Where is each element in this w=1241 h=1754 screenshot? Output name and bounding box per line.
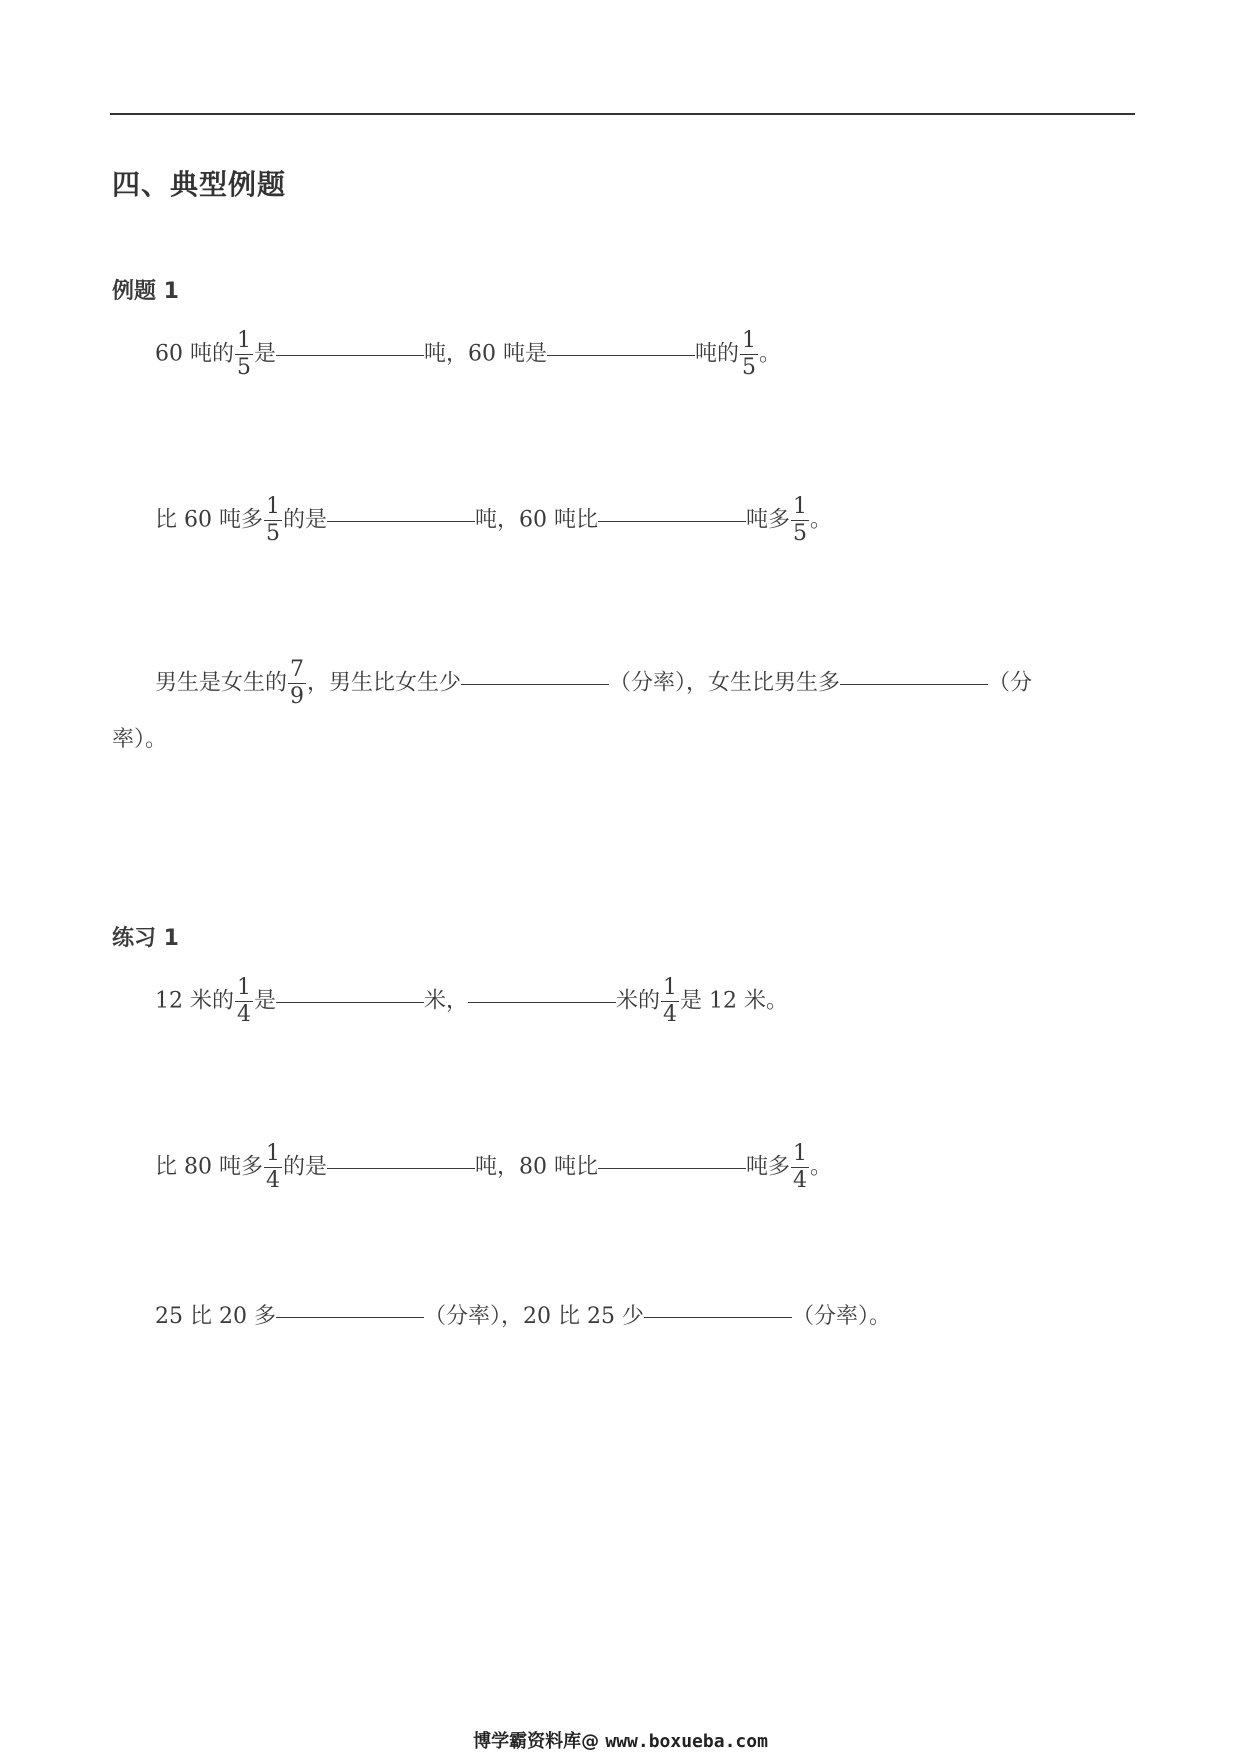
answer-blank[interactable] xyxy=(598,520,746,522)
example-heading: 例题 1 xyxy=(112,279,179,304)
fraction: $\frac{1}{4}$ xyxy=(663,975,678,1027)
answer-blank[interactable] xyxy=(276,1316,424,1318)
fraction: $\frac{1}{5}$ xyxy=(742,328,757,380)
practice-question-2: 比 80 吨多 $\frac{1}{4}$ 的是 吨，80 吨比 吨多 $\frac{1}{4}$ 。 xyxy=(155,1141,833,1193)
fraction: $\frac{7}{9}$ xyxy=(290,657,305,709)
practice-question-3: 25 比 20 多 （分率），20 比 25 少 （分率）。 xyxy=(155,1304,891,1329)
answer-blank[interactable] xyxy=(468,1001,616,1003)
section-title: 四、典型例题 xyxy=(112,168,287,201)
practice-question-1: 12 米的 $\frac{1}{4}$ 是 米， 米的 $\frac{1}{4}$ 是 12 米。 xyxy=(155,975,789,1027)
example-question-3-continued: 率）。 xyxy=(112,727,168,752)
answer-blank[interactable] xyxy=(327,520,475,522)
footer-url[interactable]: www.boxueba.com xyxy=(605,1731,768,1752)
answer-blank[interactable] xyxy=(461,683,609,685)
footer-site-name: 博学霸资料库 xyxy=(473,1731,582,1752)
example-question-2: 比 60 吨多 $\frac{1}{5}$ 的是 吨，60 吨比 吨多 $\frac{1}{5}$ 。 xyxy=(155,494,833,546)
fraction: $\frac{1}{5}$ xyxy=(793,494,808,546)
answer-blank[interactable] xyxy=(327,1167,475,1169)
answer-blank[interactable] xyxy=(547,354,695,356)
answer-blank[interactable] xyxy=(644,1316,792,1318)
footer-at: @ xyxy=(581,1731,606,1752)
footer-watermark xyxy=(0,1727,1241,1753)
example-question-3: 男生是女生的 $\frac{7}{9}$ ，男生比女生少 （分率），女生比男生多 （分 xyxy=(155,657,1033,709)
answer-blank[interactable] xyxy=(276,354,424,356)
header-rule xyxy=(110,113,1135,115)
fraction: $\frac{1}{4}$ xyxy=(237,975,251,1027)
answer-blank[interactable] xyxy=(598,1167,746,1169)
answer-blank[interactable] xyxy=(840,683,988,685)
answer-blank[interactable] xyxy=(276,1001,424,1003)
fraction: $\frac{1}{4}$ xyxy=(265,1141,280,1193)
fraction: $\frac{1}{5}$ xyxy=(237,328,251,380)
fraction: $\frac{1}{4}$ xyxy=(793,1141,808,1193)
example-question-1: 60 吨的 $\frac{1}{5}$ 是 吨，60 吨是 吨的 $\frac{1}{5}$ 。 xyxy=(155,328,782,380)
practice-heading: 练习 1 xyxy=(112,926,179,951)
fraction: $\frac{1}{5}$ xyxy=(265,494,280,546)
